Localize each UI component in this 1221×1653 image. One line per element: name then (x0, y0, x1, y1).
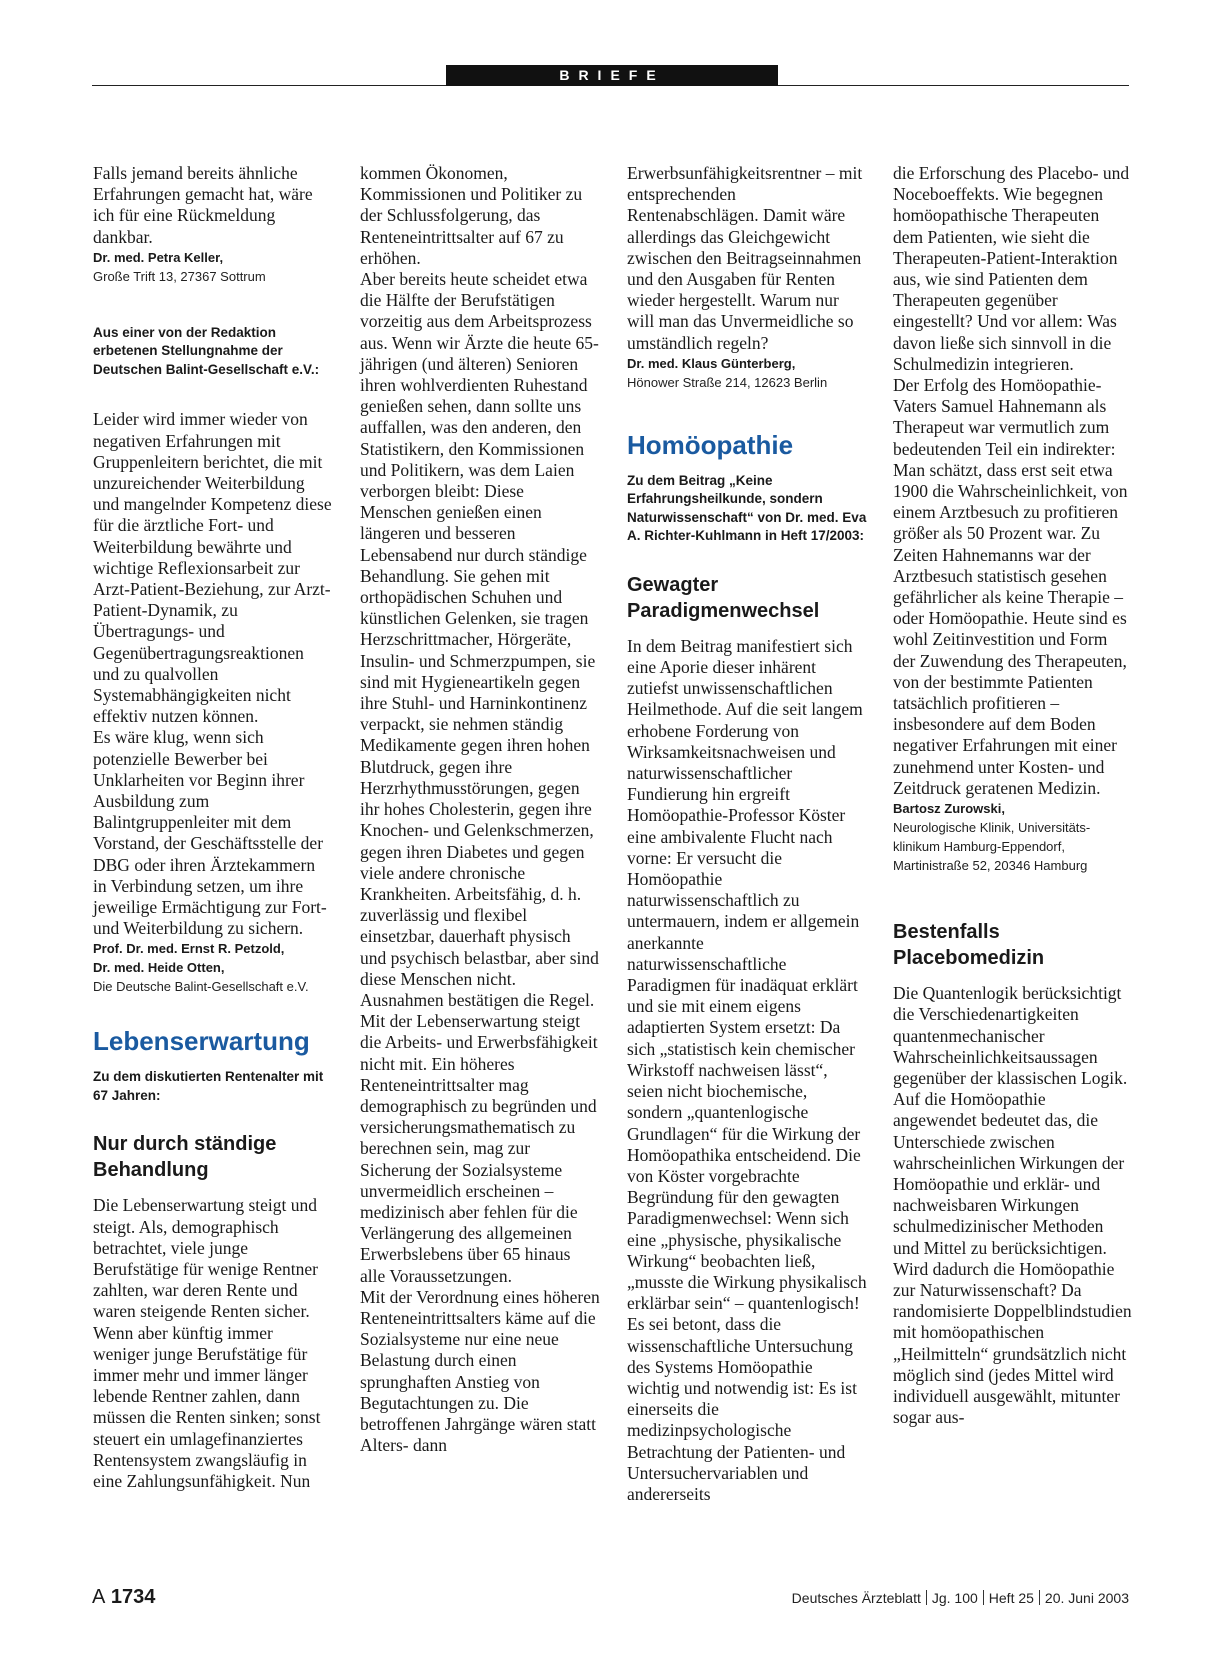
column-3 (627, 163, 867, 1505)
letter-paragraph: Mit der Verordnung eines höheren Renteneintrittsalters käme auf die Sozialsysteme nur eine neue Belastung durch einen sprunghaften Anstieg von Begutachtungen zu. Die betroffenen Jahrgänge wären statt Alters- dann (360, 1286, 600, 1456)
topic-heading: Lebenserwartung (93, 1026, 310, 1057)
letter-paragraph: Es sei betont, dass die wissenschaftliche Untersuchung des Systems Homöopathie wichtig und notwendig ist: Es ist einerseits die medizinpsychologische Betrachtung der Patienten- und Untersuchervariablen und andererseits (627, 1314, 857, 1504)
topic-intro: Zu dem Beitrag „Keine Erfahrungsheilkunde, sondern Naturwissenschaft“ von Dr. med. Eva A. Richter-Kuhlmann in Heft 17/2003: (627, 472, 867, 544)
letter-paragraph: Erwerbsunfähigkeitsrentner – mit entsprechenden Rentenabschlägen. Damit wäre allerdings das Gleichgewicht zwischen den Beitragseinnahmen und den Ausgaben für Renten wieder hergestellt. Warum nur will man das Unvermeidliche so umständlich regeln? (627, 163, 863, 353)
page-number-value: 1734 (110, 1586, 156, 1608)
letter-paragraph: kommen Ökonomen, Kommissionen und Politiker zu der Schlussfolgerung, das Renteneintrittsalter auf 67 zu erhöhen. (360, 163, 583, 268)
letter-paragraph: Aber bereits heute scheidet etwa die Hälfte der Berufstätigen vorzeitig aus dem Arbeitsprozess aus. Wenn wir Ärzte die heute 65-jährigen (und älteren) Senioren ihren wohlverdienten Ruhestand genießen sehen, dann sollte uns auffallen, was den anderen, den Statistikern, den Kommissionen und Politikern, was dem Laien verborgen bleibt: Diese Menschen genießen einen längeren und besseren Lebensabend nur durch ständige Behandlung. Sie gehen mit orthopädischen Schuhen und künstlichen Gelenken, sie tragen Herzschrittmacher, Hörgeräte, Insulin- und Schmerzpumpen, sie sind mit Hygieneartikeln gegen ihre Stuhl- und Harninkontinenz verpackt, sie nehmen ständig Medikamente gegen ihren hohen Blutdruck, gegen ihre Herzrhythmusstörungen, gegen ihr hohes Cholesterin, gegen ihre Knochen- und Gelenkschmerzen, gegen ihren Diabetes und gegen viele andere chronische Krankheiten. Arbeitsfähig, d. h. zuverlässig und flexibel einsetzbar, dauerhaft physisch und psychisch belastbar, aber sind diese Menschen nicht. Ausnahmen bestätigen die Regel. Mit der Lebenserwartung steigt die Arbeits- und Erwerbsfähigkeit nicht mit. Ein höheres Renteneintrittsalter mag demographisch zu begründen und versicherungsmathematisch zu berechnen sein, mag zur Sicherung der Sozialsysteme unvermeidlich erscheinen – medizinisch aber fehlen für die Verlängerung des allgemeinen Erwerbslebens über 65 hinaus alle Voraussetzungen. (360, 269, 599, 1286)
letter-author: Bartosz Zurowski, (893, 801, 1005, 817)
page-prefix: A (92, 1586, 106, 1608)
separator (926, 1590, 927, 1605)
journal-name: Deutsches Ärzteblatt (791, 1590, 921, 1606)
letter-address: Die Deutsche Balint-Gesellschaft e.V. (93, 979, 309, 995)
column-1 (93, 163, 333, 1492)
letter-headline: Gewagter Paradigmenwechsel (627, 573, 820, 622)
letter-address: Hönower Straße 214, 12623 Berlin (627, 374, 828, 390)
publication-info (792, 1590, 1129, 1606)
page-number (92, 1586, 155, 1609)
letter-paragraph: Es wäre klug, wenn sich potenzielle Bewerber bei Unklarheiten vor Beginn ihrer Ausbildung zum Balintgruppenleiter mit dem Vorstand, der Geschäftsstelle der DBG oder ihren Ärztekammern in Verbindung setzen, um ihre jeweilige Ermächtigung zur Fort- und Weiterbildung zu sichern. (93, 727, 327, 939)
letter-paragraph: Die Lebenserwartung steigt und steigt. Als, demographisch betrachtet, viele junge Berufstätige für wenige Rentner zahlten, war deren Rente und waren steigende Renten sicher. Wenn aber künftig immer weniger junge Berufstätige für immer mehr und immer länger lebende Rentner zahlen, dann müssen die Renten sinken; sonst steuert ein umlagefinanziertes Rentensystem zwangsläufig in eine Zahlungsunfähigkeit. Nun (93, 1195, 321, 1492)
column-2 (360, 163, 600, 1456)
letter-author: Dr. med. Petra Keller, (93, 249, 224, 265)
section-label: BRIEFE (446, 65, 778, 86)
separator (1039, 1590, 1040, 1605)
letter-author: Dr. med. Heide Otten, (93, 960, 225, 976)
letter-paragraph: Der Erfolg des Homöopathie-Vaters Samuel Hahnemann als Therapeut war vermutlich zum bedeutenden Teil ein indirekter: Man schätzt, dass erst seit etwa 1900 die Wahrscheinlichkeit, von einem Arztbesuch zu profitieren größer als 50 Prozent war. Zu Zeiten Hahnemanns war der Arztbesuch statistisch gesehen gefährlicher als keine Therapie – oder Homöopathie. Heute sind es wohl Zeitinvestition und Form der Zuwendung des Therapeuten, von der bestimmte Patienten tatsächlich profitieren – insbesondere auf dem Boden negativer Erfahrungen mit einer zunehmend unter Kosten- und Zeitdruck geratenen Medizin. (893, 375, 1128, 798)
letter-paragraph: die Erforschung des Placebo- und Noceboeffekts. Wie begegnen homöopathische Therapeuten dem Patienten, wie sieht die Therapeuten-Patient-Interaktion aus, wie sind Patienten dem Therapeuten gegenüber eingestellt? Und vor allem: Was davon ließe sich sinnvoll in die Schulmedizin integrieren. (893, 163, 1130, 374)
letter-address: Neurologische Klinik, Universitäts- (893, 820, 1091, 836)
letter-address: Martinistraße 52, 20346 Hamburg (893, 858, 1088, 874)
letter-address: Große Trift 13, 27367 Sottrum (93, 268, 266, 284)
topic-heading: Homöopathie (627, 429, 794, 460)
column-4 (893, 163, 1133, 1428)
letter-paragraph: In dem Beitrag manifestiert sich eine Aporie dieser inhärent zutiefst unwissenschaftlichen Heilmethode. Auf die seit langem erhobene Forderung von Wirksamkeitsnachweisen und naturwissenschaftlicher Fundierung hin ergreift Homöopathie-Professor Köster eine ambivalente Flucht nach vorne: Er versucht die Homöopathie naturwissenschaftlich zu untermauern, indem er allgemein anerkannte naturwissenschaftliche Paradigmen für inadäquat erklärt und sie mit einem eigens adaptierten System ersetzt: Da sich „statistisch kein chemischer Wirkstoff nachweisen lässt“, seien nicht biochemische, sondern „quantenlogische Grundlagen“ für die Wirkung der Homöopathika entscheidend. Die von Köster vorgebrachte Begründung für den gewagten Paradigmenwechsel: Wenn sich eine „physische, physikalische Wirkung“ beobachten ließ, „musste die Wirkung physikalisch erklärbar sein“ – quantenlogisch! (627, 635, 867, 1314)
separator (983, 1590, 984, 1605)
letter-paragraph: Die Quantenlogik berücksichtigt die Verschiedenartigkeiten quantenmechanischer Wahrscheinlichkeitsaussagen gegenüber der klassischen Logik. Auf die Homöopathie angewendet bedeutet das, die Unterschiede zwischen wahrscheinlichen Wirkungen der Homöopathie und erklär- und nachweisbaren Wirkungen schulmedizinischer Methoden und Mittel zu berücksichtigen. Wird dadurch die Homöopathie zur Naturwissenschaft? Da randomisierte Doppelblindstudien mit homöopathischen „Heilmitteln“ grundsätzlich nicht möglich sind (jedes Mittel wird individuell ausgewählt, mitunter sogar aus- (893, 983, 1132, 1428)
letter-author: Prof. Dr. med. Ernst R. Petzold, (93, 941, 285, 957)
journal-volume: Jg. 100 (931, 1590, 978, 1606)
letter-headline: Bestenfalls Placebomedizin (893, 921, 1045, 970)
letter-text: Falls jemand bereits ähnliche Erfahrungen gemacht hat, wäre ich für eine Rückmeldung dankbar. (93, 163, 313, 247)
journal-date: 20. Juni 2003 (1044, 1590, 1129, 1606)
letter-address: klinikum Hamburg-Eppendorf, (893, 839, 1065, 855)
letter-author: Dr. med. Klaus Günterberg, (627, 355, 796, 371)
letter-intro: Aus einer von der Redaktion erbetenen Stellungnahme der Deutschen Balint-Gesellschaft e.V.: (93, 324, 320, 377)
topic-intro: Zu dem diskutierten Rentenalter mit 67 Jahren: (93, 1069, 324, 1103)
letter-paragraph: Leider wird immer wieder von negativen Erfahrungen mit Gruppenleitern berichtet, die mit unzureichender Weiterbildung und mangelnder Kompetenz diese für die ärztliche Fort- und Weiterbildung bewährte und wichtige Reflexionsarbeit zur Arzt-Patient-Beziehung, zur Arzt-Patient-Dynamik, zu Übertragungs- und Gegenübertragungsreaktionen und zu qualvollen Systemabhängigkeiten nicht effektiv nutzen können. (93, 409, 332, 727)
journal-issue: Heft 25 (988, 1590, 1034, 1606)
letter-headline: Nur durch ständige Behandlung (93, 1133, 277, 1182)
